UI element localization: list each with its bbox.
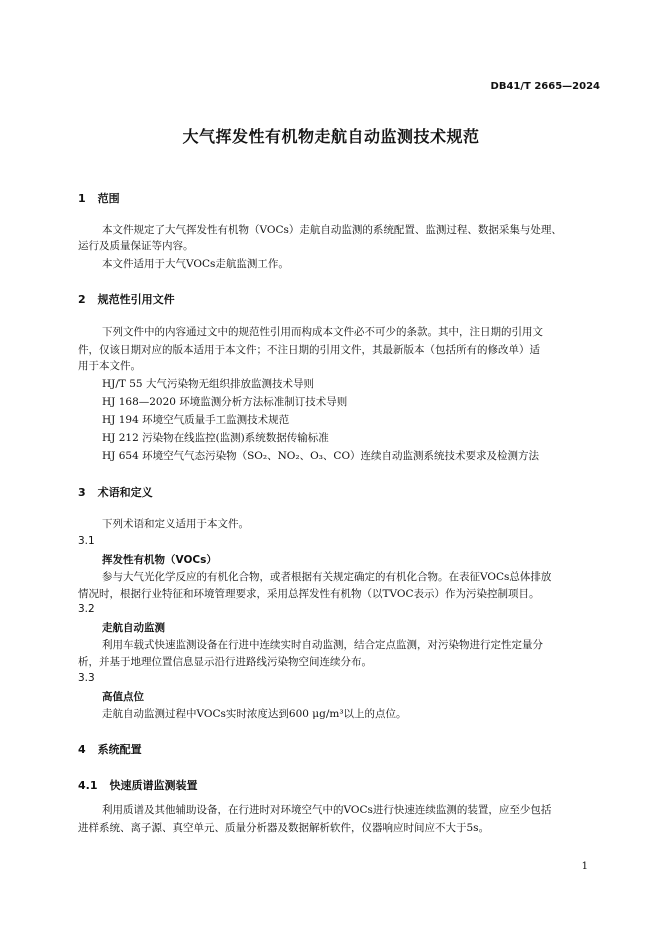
subsection-heading (78, 777, 198, 793)
section-2-heading (78, 291, 175, 307)
term-number: 3.2 (78, 603, 95, 615)
paragraph: 下列文件中的内容通过文中的规范性引用而构成本文件必不可少的条款。其中，注日期的引用文 (102, 326, 543, 338)
reference-item: HJ 654 环境空气气态污染物（SO₂、NO₂、O₃、CO）连续自动监测系统技术要求及检测方法 (102, 450, 540, 462)
term-number: 3.1 (78, 535, 95, 547)
reference-item: HJ 212 污染物在线监控(监测)系统数据传输标准 (102, 432, 329, 444)
section-title: 术语和定义 (97, 486, 153, 499)
term-name: 走航自动监测 (102, 622, 165, 634)
section-1-heading (78, 190, 120, 206)
term-name: 挥发性有机物（VOCs） (102, 554, 217, 566)
subsection-title: 快速质谱监测装置 (109, 779, 198, 792)
reference-item: HJ/T 55 大气污染物无组织排放监测技术导则 (102, 378, 314, 390)
section-number: 1 (78, 192, 86, 205)
term-definition: 参与大气光化学反应的有机化合物，或者根据有关规定确定的有机化合物。在表征VOCs总体排放 (102, 571, 552, 583)
paragraph: 运行及质量保证等内容。 (78, 240, 194, 252)
paragraph: 利用质谱及其他辅助设备，在行进时对环境空气中的VOCs进行快速连续监测的装置，应至少包括 (102, 804, 552, 816)
section-number: 3 (78, 486, 86, 499)
reference-item: HJ 168—2020 环境监测分析方法标准制订技术导则 (102, 396, 348, 408)
paragraph: 下列术语和定义适用于本文件。 (102, 518, 249, 530)
term-definition: 利用车载式快速监测设备在行进中连续实时自动监测，结合定点监测，对污染物进行定性定量分 (102, 639, 543, 651)
document-title: 大气挥发性有机物走航自动监测技术规范 (182, 127, 480, 146)
section-number: 4 (78, 743, 86, 756)
paragraph: 用于本文件。 (78, 360, 141, 372)
term-definition: 情况时，根据行业特征和环境管理要求，采用总挥发性有机物（以TVOC表示）作为污染控制项目。 (78, 588, 540, 600)
paragraph: 本文件适用于大气VOCs走航监测工作。 (102, 258, 289, 270)
paragraph: 本文件规定了大气挥发性有机物（VOCs）走航自动监测的系统配置、监测过程、数据采集与处理、 (102, 224, 562, 236)
section-title: 规范性引用文件 (97, 293, 175, 306)
paragraph: 件，仅该日期对应的版本适用于本文件；不注日期的引用文件，其最新版本（包括所有的修改单）适 (78, 344, 540, 356)
reference-item: HJ 194 环境空气质量手工监测技术规范 (102, 414, 290, 426)
subsection-number: 4.1 (78, 779, 98, 792)
paragraph: 进样系统、离子源、真空单元、质量分析器及数据解析软件，仪器响应时间应不大于5s。 (78, 822, 490, 834)
term-definition: 析，并基于地理位置信息显示沿行进路线污染物空间连续分布。 (78, 656, 372, 668)
section-number: 2 (78, 293, 86, 306)
document-number: DB41/T 2665—2024 (490, 81, 600, 92)
term-definition: 走航自动监测过程中VOCs实时浓度达到600 μg/m³以上的点位。 (102, 708, 407, 720)
term-name: 高值点位 (102, 691, 144, 703)
section-title: 系统配置 (97, 743, 142, 756)
page-number: 1 (581, 861, 588, 872)
section-title: 范围 (97, 192, 120, 205)
term-number: 3.3 (78, 672, 95, 684)
section-4-heading (78, 741, 142, 757)
section-3-heading (78, 484, 153, 500)
